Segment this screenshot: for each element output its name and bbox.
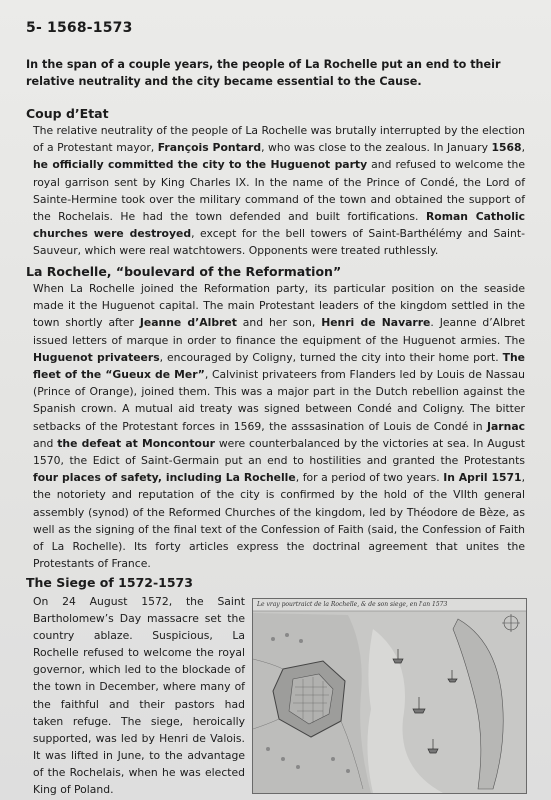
- siege-paragraph: On 24 August 1572, the Saint Bartholomew’s Day massacre set the country ablaze. Suspicious, La Rochelle refused to welcome the royal governor, which led to the blockade of the town in December, where many of the faithful and their pastors had taken refuge. The siege, heroically supported, was led by Henri de Valois. It was lifted in June, to the advantage of the Rochelais, when he was elected King of Poland.: [33, 595, 245, 797]
- emph-four-places: four places of safety, including La Rochelle: [33, 471, 296, 485]
- siege-title: The Siege of 1572-1573: [26, 575, 193, 590]
- emph-april-1571: In April 1571: [443, 471, 522, 485]
- emph-gueux: The fleet of the “Gueux de Mer”: [33, 350, 525, 382]
- emph-1568: 1568: [491, 141, 522, 155]
- emph-jarnac: Jarnac: [487, 419, 525, 433]
- emph-jeanne: Jeanne d’Albret: [139, 316, 237, 330]
- boulevard-title: La Rochelle, “boulevard of the Reformation”: [26, 264, 342, 279]
- boulevard-paragraph: When La Rochelle joined the Reformation party, its particular position on the seaside made it the Huguenot capital. The main Protestant leaders of the kingdom settled in the town shortly after Jeanne d’Albret and her son, Henri de Navarre. Jeanne d’Albret issued letters of marque in order to finance the equipment of the Huguenot armies. The Huguenot privateers, encouraged by Coligny, turned the city into their home port. The fleet of the “Gueux de Mer”, Calvinist privateers from Flanders led by Louis de Nassau (Prince of Orange), joined them. This was a major part in the Dutch rebellion against the Spanish crown. A mutual aid treaty was signed between Condé and Coligny. The bitter setbacks of the Protestant forces in 1569, the asssasination of Louis de Condé in Jarnac and the defeat at Moncontour were counterbalanced by the victories at sea. In August 1570, the Edict of Saint-Germain put an end to hostilities and granted the Protestants four places of safety, including La Rochelle, for a period of two years. In April 1571, the notoriety and reputation of the city is confirmed by the hold of the VIIth general assembly (synod) of the Reformed Churches of the kingdom, led by Théodore de Bèze, as well as the signing of the final text of the Confession of Faith (said, the Confession of Faith of La Rochelle). Its forty articles express the doctrinal agreement that unites the Protestants of France.: [33, 282, 526, 571]
- map-caption: Le vray pourtraict de la Rochelle, & de son siege, en l'an 1573: [257, 601, 448, 608]
- emph-henri: Henri de Navarre: [321, 316, 431, 330]
- intro-paragraph: In the span of a couple years, the people of La Rochelle put an end to their relative neutrality and the city became essential to the Cause.: [26, 58, 501, 88]
- section-heading: 5- 1568-1573: [26, 20, 133, 36]
- siege-map-drawing: [253, 599, 526, 793]
- coup-paragraph: The relative neutrality of the people of La Rochelle was brutally interrupted by the election of a Protestant mayor, François Pontard, who was close to the zealous. In January 1568, he officially committed the city to the Huguenot party and refused to welcome the royal garrison sent by King Charles IX. In the name of the Prince of Condé, the Lord of Sainte-Hermine took over the military command of the town and obtained the support of the Rochelais. He had the town defended and built fortifications. Roman Catholic churches were destroyed, except for the bell towers of Saint-Barthélémy and Saint-Sauveur, which were real watchtowers. Opponents were treated ruthlessly.: [33, 124, 526, 258]
- coup-title: Coup d’Etat: [26, 106, 109, 121]
- emph-huguenot-party: he officially committed the city to the Huguenot party: [33, 158, 368, 172]
- emph-pontard: François Pontard: [157, 141, 262, 155]
- emph-churches: Roman Catholic churches were destroyed: [33, 210, 525, 241]
- emph-privateers: Huguenot privateers: [33, 350, 160, 364]
- siege-map-image: [252, 598, 527, 794]
- emph-moncontour: the defeat at Moncontour: [57, 436, 215, 450]
